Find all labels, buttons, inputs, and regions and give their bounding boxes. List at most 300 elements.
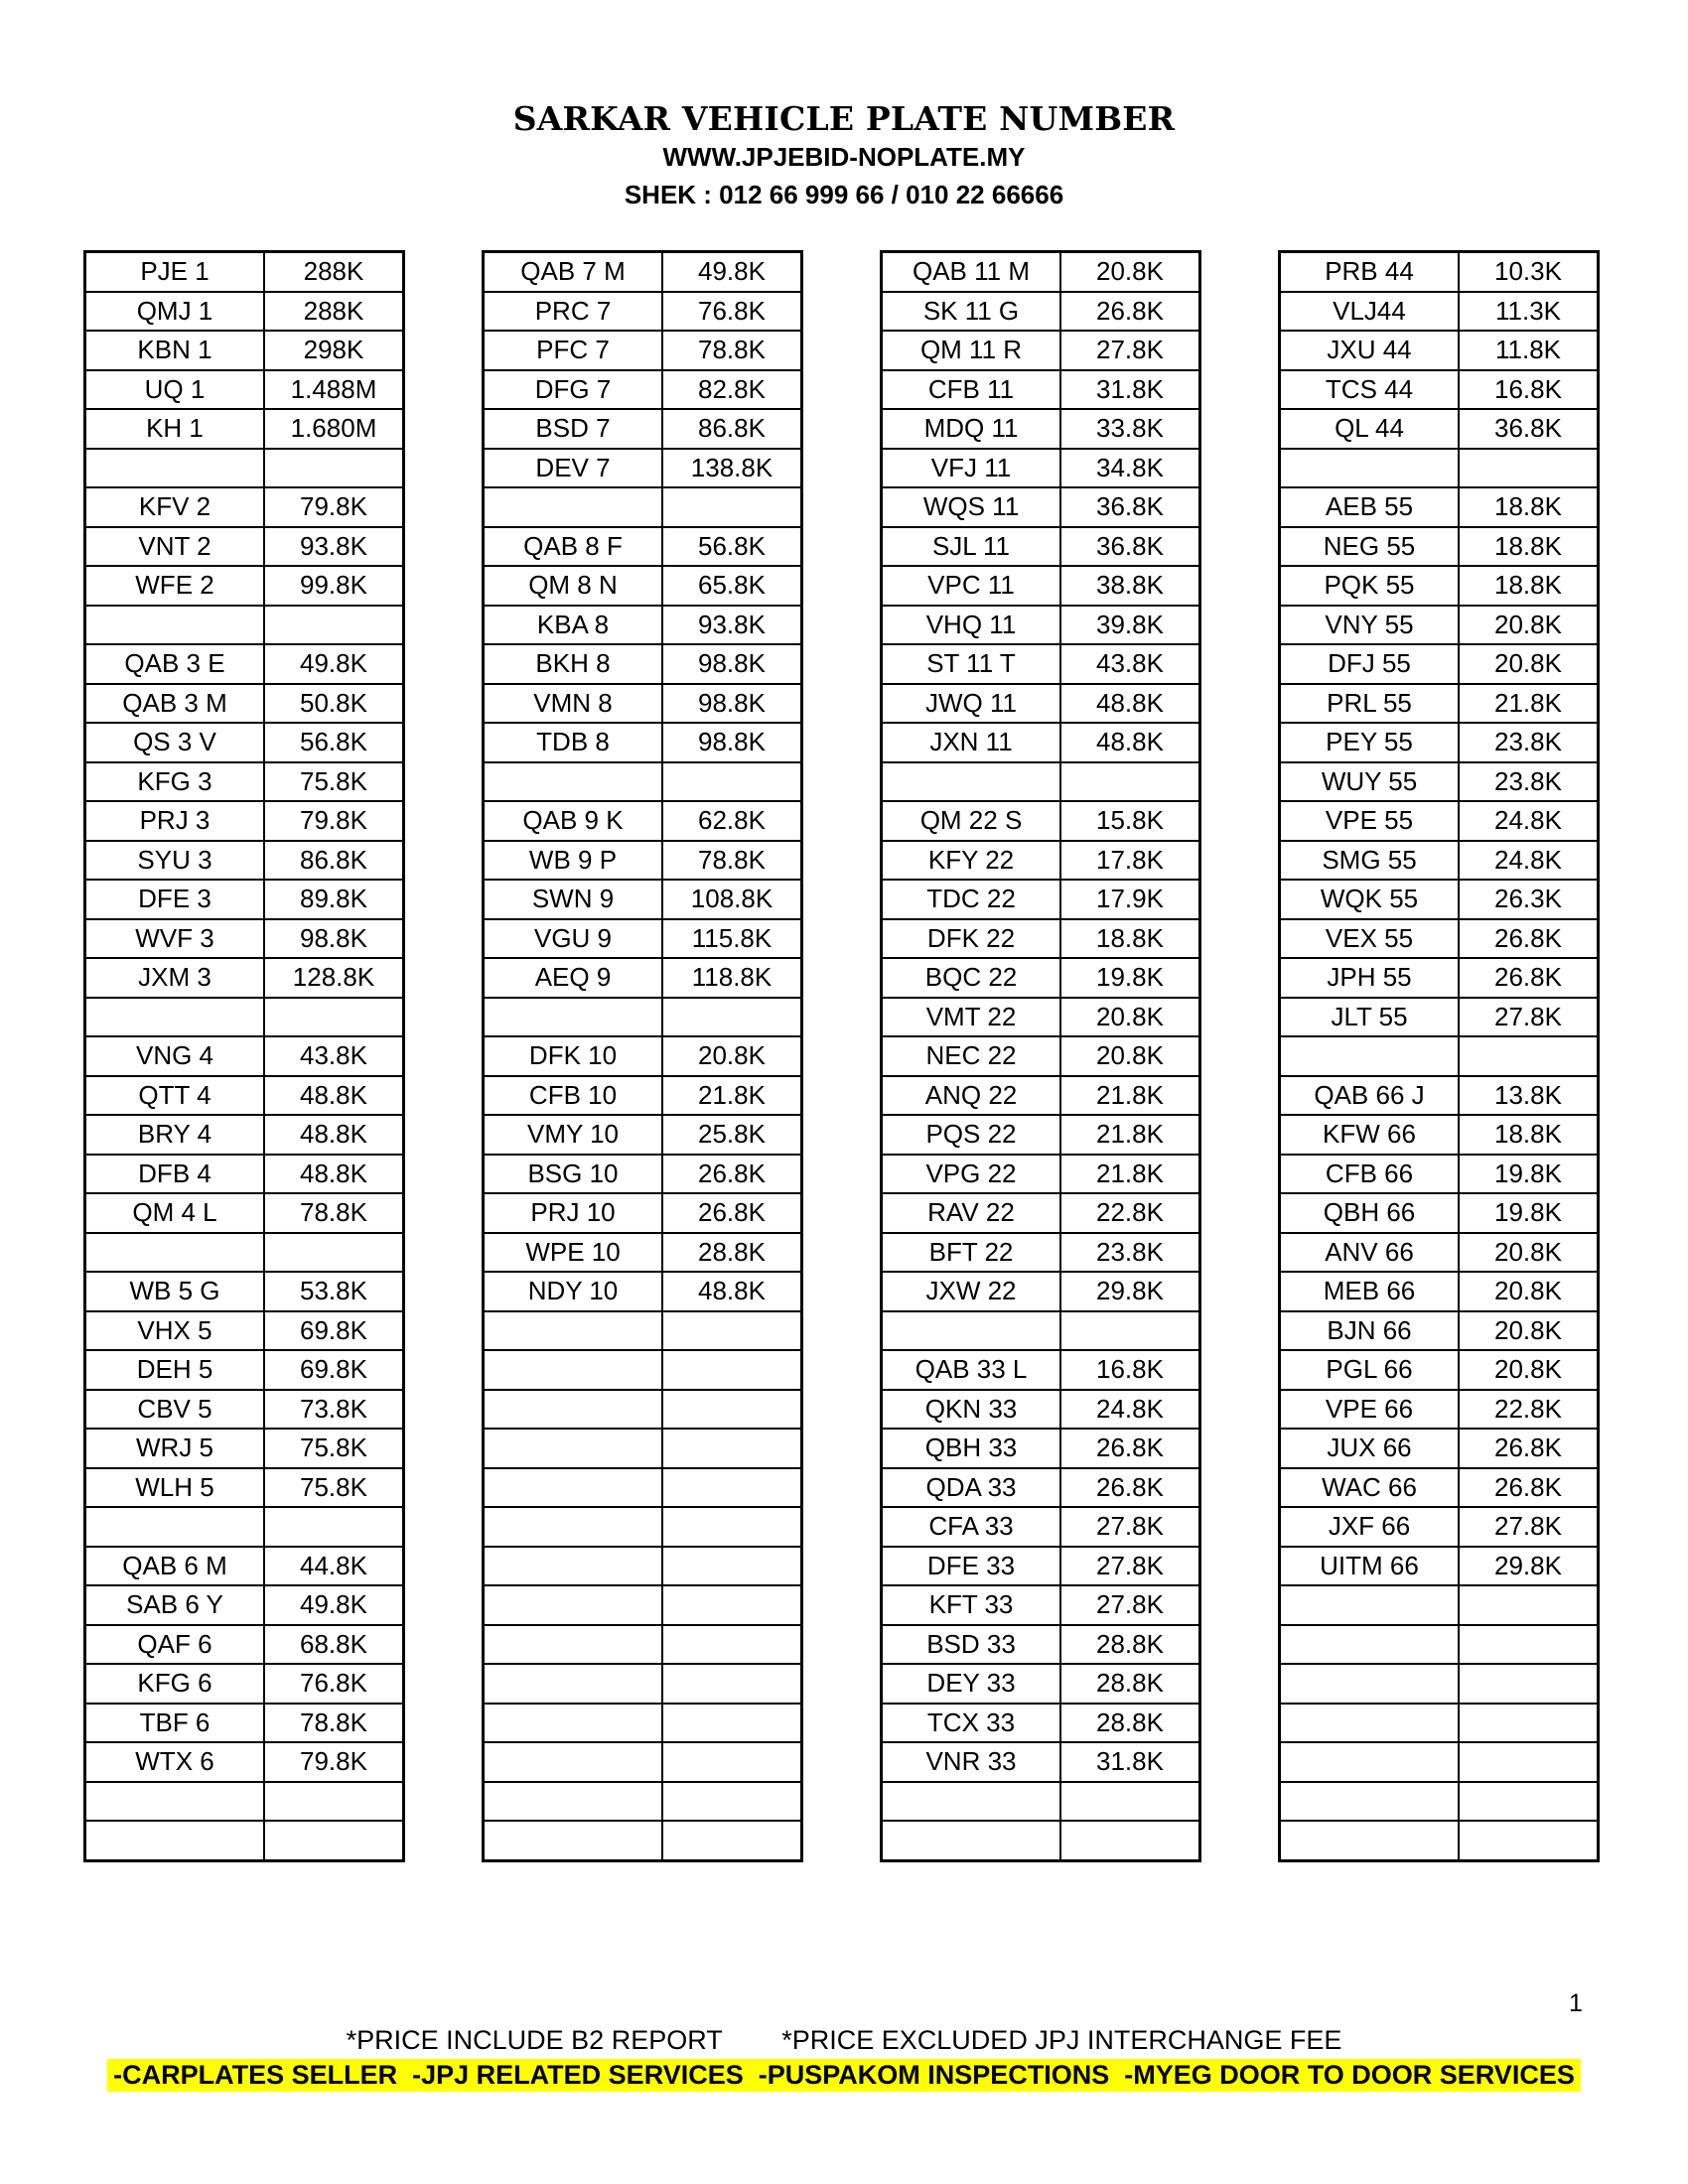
- table-row: [484, 449, 802, 488]
- price-cell: 16.8K: [1459, 370, 1599, 410]
- price-cell: 288K: [264, 292, 404, 332]
- table-row: [882, 919, 1200, 959]
- price-cell: 98.8K: [662, 723, 802, 762]
- plate-table-3: [880, 250, 1201, 1862]
- price-cell: 26.8K: [1459, 919, 1599, 959]
- table-row: [484, 606, 802, 645]
- table-row: [882, 370, 1200, 410]
- table-row: [1280, 370, 1599, 410]
- table-row: [85, 1742, 404, 1782]
- table-row: [85, 1547, 404, 1586]
- plate-number-cell: NEG 55: [1280, 527, 1460, 567]
- plate-number-cell: TDB 8: [484, 723, 663, 762]
- plate-number-cell: KFW 66: [1280, 1115, 1460, 1155]
- table-row: [85, 1507, 404, 1547]
- plate-number-cell: VFJ 11: [882, 449, 1061, 488]
- table-row: [1280, 331, 1599, 370]
- price-cell: 28.8K: [1060, 1664, 1200, 1704]
- plate-number-cell: PEY 55: [1280, 723, 1460, 762]
- plate-number-cell: [882, 1782, 1061, 1822]
- price-cell: 17.9K: [1060, 880, 1200, 919]
- table-row: [85, 1311, 404, 1351]
- price-cell: 20.8K: [1060, 252, 1200, 292]
- table-row: [1280, 409, 1599, 449]
- price-cell: 18.8K: [1459, 1115, 1599, 1155]
- price-cell: 78.8K: [662, 841, 802, 881]
- price-cell: 19.8K: [1459, 1155, 1599, 1194]
- table-row: [1280, 644, 1599, 684]
- plate-number-cell: VNT 2: [85, 527, 265, 567]
- table-row: [1280, 1193, 1599, 1233]
- price-cell: 56.8K: [264, 723, 404, 762]
- plate-number-cell: DFK 10: [484, 1036, 663, 1076]
- table-row: [484, 762, 802, 802]
- plate-number-cell: NEC 22: [882, 1036, 1061, 1076]
- plate-number-cell: [484, 998, 663, 1037]
- plate-number-cell: DEH 5: [85, 1350, 265, 1390]
- table-row: [882, 449, 1200, 488]
- table-row: [882, 409, 1200, 449]
- table-row: [484, 801, 802, 841]
- price-notes: [0, 2025, 1688, 2056]
- table-row: [1280, 1782, 1599, 1822]
- table-row: [85, 723, 404, 762]
- plate-number-cell: WB 5 G: [85, 1272, 265, 1311]
- price-cell: [1459, 1704, 1599, 1743]
- price-cell: [662, 1821, 802, 1860]
- price-cell: 26.8K: [1459, 1468, 1599, 1508]
- price-cell: 24.8K: [1060, 1390, 1200, 1430]
- price-cell: [264, 1782, 404, 1822]
- table-row: [882, 331, 1200, 370]
- plate-number-cell: PJE 1: [85, 252, 265, 292]
- plate-number-cell: DEY 33: [882, 1664, 1061, 1704]
- plate-number-cell: PRC 7: [484, 292, 663, 332]
- table-row: [85, 1233, 404, 1273]
- plate-number-cell: WQK 55: [1280, 880, 1460, 919]
- price-cell: 79.8K: [264, 487, 404, 527]
- price-cell: [662, 1585, 802, 1625]
- price-cell: 26.8K: [1060, 1429, 1200, 1468]
- table-row: [882, 1782, 1200, 1822]
- table-row: [85, 370, 404, 410]
- table-row: [882, 723, 1200, 762]
- price-cell: 27.8K: [1060, 1507, 1200, 1547]
- table-row: [1280, 1468, 1599, 1508]
- services-text: -CARPLATES SELLER -JPJ RELATED SERVICES -PUSPAKOM INSPECTIONS -MYEG DOOR TO DOOR SERVICES: [107, 2059, 1581, 2092]
- plate-number-cell: VPE 66: [1280, 1390, 1460, 1430]
- plate-number-cell: [484, 1468, 663, 1508]
- table-row: [85, 566, 404, 606]
- plate-number-cell: VMT 22: [882, 998, 1061, 1037]
- price-cell: 28.8K: [1060, 1625, 1200, 1665]
- plate-number-cell: VLJ44: [1280, 292, 1460, 332]
- price-cell: 93.8K: [264, 527, 404, 567]
- plate-number-cell: SJL 11: [882, 527, 1061, 567]
- table-row: [85, 1664, 404, 1704]
- table-row: [85, 958, 404, 998]
- price-cell: 75.8K: [264, 1468, 404, 1508]
- plate-number-cell: PFC 7: [484, 331, 663, 370]
- table-row: [484, 1821, 802, 1860]
- table-row: [484, 958, 802, 998]
- price-cell: 89.8K: [264, 880, 404, 919]
- table-row: [1280, 998, 1599, 1037]
- price-cell: [1459, 1742, 1599, 1782]
- plate-number-cell: QAB 7 M: [484, 252, 663, 292]
- plate-number-cell: BJN 66: [1280, 1311, 1460, 1351]
- price-cell: [1459, 1585, 1599, 1625]
- plate-number-cell: QAB 6 M: [85, 1547, 265, 1586]
- plate-number-cell: JXW 22: [882, 1272, 1061, 1311]
- table-row: [1280, 1704, 1599, 1743]
- table-row: [484, 684, 802, 724]
- plate-number-cell: JUX 66: [1280, 1429, 1460, 1468]
- price-cell: 53.8K: [264, 1272, 404, 1311]
- table-row: [85, 1272, 404, 1311]
- price-cell: 86.8K: [264, 841, 404, 881]
- price-cell: 36.8K: [1060, 527, 1200, 567]
- plate-number-cell: KFG 3: [85, 762, 265, 802]
- plate-number-cell: QM 4 L: [85, 1193, 265, 1233]
- plate-number-cell: QAF 6: [85, 1625, 265, 1665]
- table-row: [882, 1585, 1200, 1625]
- price-cell: 26.8K: [1060, 292, 1200, 332]
- table-row: [882, 1742, 1200, 1782]
- table-row: [1280, 1076, 1599, 1116]
- plate-number-cell: KFV 2: [85, 487, 265, 527]
- plate-number-cell: CFB 66: [1280, 1155, 1460, 1194]
- table-row: [1280, 919, 1599, 959]
- plate-number-cell: JWQ 11: [882, 684, 1061, 724]
- price-cell: [1060, 1821, 1200, 1860]
- table-row: [882, 1664, 1200, 1704]
- plate-number-cell: [85, 449, 265, 488]
- price-cell: 17.8K: [1060, 841, 1200, 881]
- table-row: [882, 1076, 1200, 1116]
- table-row: [85, 684, 404, 724]
- price-cell: 43.8K: [264, 1036, 404, 1076]
- plate-number-cell: KFY 22: [882, 841, 1061, 881]
- table-row: [484, 1390, 802, 1430]
- table-row: [882, 606, 1200, 645]
- plate-number-cell: [484, 1742, 663, 1782]
- plate-number-cell: WQS 11: [882, 487, 1061, 527]
- plate-columns: [0, 250, 1688, 1948]
- table-row: [484, 1625, 802, 1665]
- price-cell: 86.8K: [662, 409, 802, 449]
- table-row: [484, 252, 802, 292]
- table-row: [484, 1311, 802, 1351]
- price-cell: 48.8K: [264, 1155, 404, 1194]
- plate-number-cell: JXU 44: [1280, 331, 1460, 370]
- table-row: [1280, 1821, 1599, 1860]
- plate-number-cell: [484, 1350, 663, 1390]
- price-cell: 18.8K: [1459, 487, 1599, 527]
- plate-number-cell: QAB 3 E: [85, 644, 265, 684]
- table-row: [85, 1704, 404, 1743]
- price-cell: 31.8K: [1060, 370, 1200, 410]
- price-cell: 48.8K: [264, 1115, 404, 1155]
- price-cell: 48.8K: [662, 1272, 802, 1311]
- plate-number-cell: KH 1: [85, 409, 265, 449]
- table-row: [85, 1429, 404, 1468]
- price-cell: 25.8K: [662, 1115, 802, 1155]
- plate-number-cell: QBH 33: [882, 1429, 1061, 1468]
- plate-number-cell: AEQ 9: [484, 958, 663, 998]
- price-cell: 69.8K: [264, 1311, 404, 1351]
- price-cell: 21.8K: [1459, 684, 1599, 724]
- plate-number-cell: BRY 4: [85, 1115, 265, 1155]
- price-cell: 98.8K: [662, 684, 802, 724]
- plate-number-cell: ANV 66: [1280, 1233, 1460, 1273]
- table-row: [85, 1468, 404, 1508]
- plate-number-cell: JXF 66: [1280, 1507, 1460, 1547]
- price-cell: 21.8K: [1060, 1115, 1200, 1155]
- plate-number-cell: QKN 33: [882, 1390, 1061, 1430]
- plate-number-cell: TBF 6: [85, 1704, 265, 1743]
- price-cell: 20.8K: [1459, 606, 1599, 645]
- price-cell: 11.3K: [1459, 292, 1599, 332]
- table-row: [85, 1036, 404, 1076]
- price-cell: 44.8K: [264, 1547, 404, 1586]
- plate-number-cell: QAB 11 M: [882, 252, 1061, 292]
- plate-number-cell: PRJ 10: [484, 1193, 663, 1233]
- price-cell: 20.8K: [1060, 998, 1200, 1037]
- table-row: [1280, 801, 1599, 841]
- price-cell: 49.8K: [264, 644, 404, 684]
- plate-number-cell: DFG 7: [484, 370, 663, 410]
- price-cell: 26.8K: [662, 1155, 802, 1194]
- price-cell: 27.8K: [1459, 998, 1599, 1037]
- table-row: [882, 1507, 1200, 1547]
- table-row: [484, 841, 802, 881]
- price-cell: [1459, 449, 1599, 488]
- plate-table-4: [1278, 250, 1600, 1862]
- price-cell: 27.8K: [1060, 331, 1200, 370]
- table-row: [484, 1468, 802, 1508]
- plate-number-cell: UQ 1: [85, 370, 265, 410]
- price-cell: 20.8K: [1060, 1036, 1200, 1076]
- plate-number-cell: JXM 3: [85, 958, 265, 998]
- price-cell: 19.8K: [1060, 958, 1200, 998]
- plate-number-cell: MEB 66: [1280, 1272, 1460, 1311]
- plate-number-cell: [1280, 1704, 1460, 1743]
- price-cell: 118.8K: [662, 958, 802, 998]
- plate-number-cell: DFE 33: [882, 1547, 1061, 1586]
- plate-number-cell: BSD 33: [882, 1625, 1061, 1665]
- price-cell: [662, 1664, 802, 1704]
- plate-number-cell: DFJ 55: [1280, 644, 1460, 684]
- table-row: [1280, 684, 1599, 724]
- plate-number-cell: JXN 11: [882, 723, 1061, 762]
- price-cell: [662, 1311, 802, 1351]
- plate-number-cell: SK 11 G: [882, 292, 1061, 332]
- plate-number-cell: SWN 9: [484, 880, 663, 919]
- plate-number-cell: ST 11 T: [882, 644, 1061, 684]
- contact-text: SHEK : 012 66 999 66 / 010 22 66666: [624, 180, 1064, 209]
- table-row: [85, 606, 404, 645]
- plate-number-cell: [484, 1664, 663, 1704]
- plate-number-cell: [484, 1507, 663, 1547]
- price-cell: 26.8K: [1060, 1468, 1200, 1508]
- price-cell: 22.8K: [1459, 1390, 1599, 1430]
- plate-number-cell: SYU 3: [85, 841, 265, 881]
- price-cell: [662, 1390, 802, 1430]
- price-cell: 18.8K: [1459, 527, 1599, 567]
- table-row: [882, 1155, 1200, 1194]
- plate-number-cell: [484, 1429, 663, 1468]
- plate-number-cell: WUY 55: [1280, 762, 1460, 802]
- plate-number-cell: TDC 22: [882, 880, 1061, 919]
- price-cell: 82.8K: [662, 370, 802, 410]
- plate-number-cell: KFT 33: [882, 1585, 1061, 1625]
- table-row: [1280, 252, 1599, 292]
- plate-number-cell: [85, 1233, 265, 1273]
- table-row: [484, 1507, 802, 1547]
- plate-number-cell: WRJ 5: [85, 1429, 265, 1468]
- plate-number-cell: QMJ 1: [85, 292, 265, 332]
- table-row: [882, 684, 1200, 724]
- table-row: [85, 880, 404, 919]
- plate-number-cell: QM 22 S: [882, 801, 1061, 841]
- table-row: [85, 919, 404, 959]
- table-row: [882, 958, 1200, 998]
- price-cell: 78.8K: [662, 331, 802, 370]
- table-row: [85, 1076, 404, 1116]
- price-cell: 138.8K: [662, 449, 802, 488]
- table-row: [484, 1193, 802, 1233]
- price-cell: 18.8K: [1060, 919, 1200, 959]
- price-cell: [1459, 1664, 1599, 1704]
- table-row: [85, 527, 404, 567]
- price-cell: 18.8K: [1459, 566, 1599, 606]
- price-cell: 26.8K: [662, 1193, 802, 1233]
- plate-number-cell: VMN 8: [484, 684, 663, 724]
- plate-number-cell: VPE 55: [1280, 801, 1460, 841]
- price-cell: 108.8K: [662, 880, 802, 919]
- table-row: [85, 1782, 404, 1822]
- plate-number-cell: QBH 66: [1280, 1193, 1460, 1233]
- price-cell: [662, 1742, 802, 1782]
- table-row: [85, 998, 404, 1037]
- price-cell: 65.8K: [662, 566, 802, 606]
- table-row: [882, 1272, 1200, 1311]
- plate-number-cell: [484, 1311, 663, 1351]
- plate-number-cell: WVF 3: [85, 919, 265, 959]
- table-row: [484, 998, 802, 1037]
- price-cell: 48.8K: [264, 1076, 404, 1116]
- plate-number-cell: UITM 66: [1280, 1547, 1460, 1586]
- table-row: [882, 252, 1200, 292]
- price-cell: [1060, 762, 1200, 802]
- price-cell: 26.8K: [1459, 958, 1599, 998]
- plate-number-cell: [85, 1507, 265, 1547]
- plate-number-cell: PRL 55: [1280, 684, 1460, 724]
- price-cell: 21.8K: [662, 1076, 802, 1116]
- plate-number-cell: [484, 1625, 663, 1665]
- table-row: [85, 1350, 404, 1390]
- table-row: [882, 801, 1200, 841]
- table-row: [882, 1311, 1200, 1351]
- plate-number-cell: WLH 5: [85, 1468, 265, 1508]
- plate-number-cell: [85, 998, 265, 1037]
- price-cell: [1060, 1311, 1200, 1351]
- plate-number-cell: BSD 7: [484, 409, 663, 449]
- price-cell: 24.8K: [1459, 801, 1599, 841]
- table-row: [1280, 1507, 1599, 1547]
- table-row: [85, 1390, 404, 1430]
- table-row: [882, 841, 1200, 881]
- table-row: [85, 449, 404, 488]
- table-row: [882, 644, 1200, 684]
- note-b2-report: *PRICE INCLUDE B2 REPORT: [346, 2025, 723, 2055]
- plate-number-cell: [882, 762, 1061, 802]
- price-cell: 93.8K: [662, 606, 802, 645]
- plate-number-cell: DFB 4: [85, 1155, 265, 1194]
- plate-number-cell: CFA 33: [882, 1507, 1061, 1547]
- table-row: [882, 527, 1200, 567]
- table-row: [1280, 449, 1599, 488]
- plate-number-cell: QAB 3 M: [85, 684, 265, 724]
- plate-number-cell: MDQ 11: [882, 409, 1061, 449]
- plate-number-cell: [1280, 1821, 1460, 1860]
- price-cell: 49.8K: [264, 1585, 404, 1625]
- price-cell: 26.8K: [1459, 1429, 1599, 1468]
- table-row: [1280, 487, 1599, 527]
- price-cell: 20.8K: [662, 1036, 802, 1076]
- price-cell: 99.8K: [264, 566, 404, 606]
- plate-number-cell: VPG 22: [882, 1155, 1061, 1194]
- price-cell: [662, 487, 802, 527]
- price-cell: 98.8K: [264, 919, 404, 959]
- price-cell: 23.8K: [1459, 723, 1599, 762]
- website-text: WWW.JPJEBID-NOPLATE.MY: [662, 142, 1026, 172]
- table-row: [1280, 1115, 1599, 1155]
- price-cell: [662, 1704, 802, 1743]
- table-row: [484, 1233, 802, 1273]
- table-row: [85, 801, 404, 841]
- services-banner: [0, 2059, 1688, 2092]
- price-cell: 75.8K: [264, 1429, 404, 1468]
- plate-number-cell: [882, 1821, 1061, 1860]
- price-cell: 62.8K: [662, 801, 802, 841]
- plate-number-cell: [882, 1311, 1061, 1351]
- table-row: [85, 841, 404, 881]
- price-cell: 1.680M: [264, 409, 404, 449]
- table-row: [85, 1625, 404, 1665]
- table-row: [85, 331, 404, 370]
- table-row: [882, 1821, 1200, 1860]
- plate-number-cell: QAB 33 L: [882, 1350, 1061, 1390]
- table-row: [882, 998, 1200, 1037]
- plate-number-cell: [1280, 1036, 1460, 1076]
- price-cell: 38.8K: [1060, 566, 1200, 606]
- plate-number-cell: [1280, 1625, 1460, 1665]
- table-row: [484, 1272, 802, 1311]
- plate-number-cell: VEX 55: [1280, 919, 1460, 959]
- plate-number-cell: DFK 22: [882, 919, 1061, 959]
- table-row: [882, 1625, 1200, 1665]
- plate-number-cell: BSG 10: [484, 1155, 663, 1194]
- table-row: [1280, 1429, 1599, 1468]
- price-cell: [662, 998, 802, 1037]
- plate-number-cell: QL 44: [1280, 409, 1460, 449]
- table-row: [85, 487, 404, 527]
- plate-number-cell: [484, 1585, 663, 1625]
- price-cell: 79.8K: [264, 801, 404, 841]
- plate-number-cell: CFB 10: [484, 1076, 663, 1116]
